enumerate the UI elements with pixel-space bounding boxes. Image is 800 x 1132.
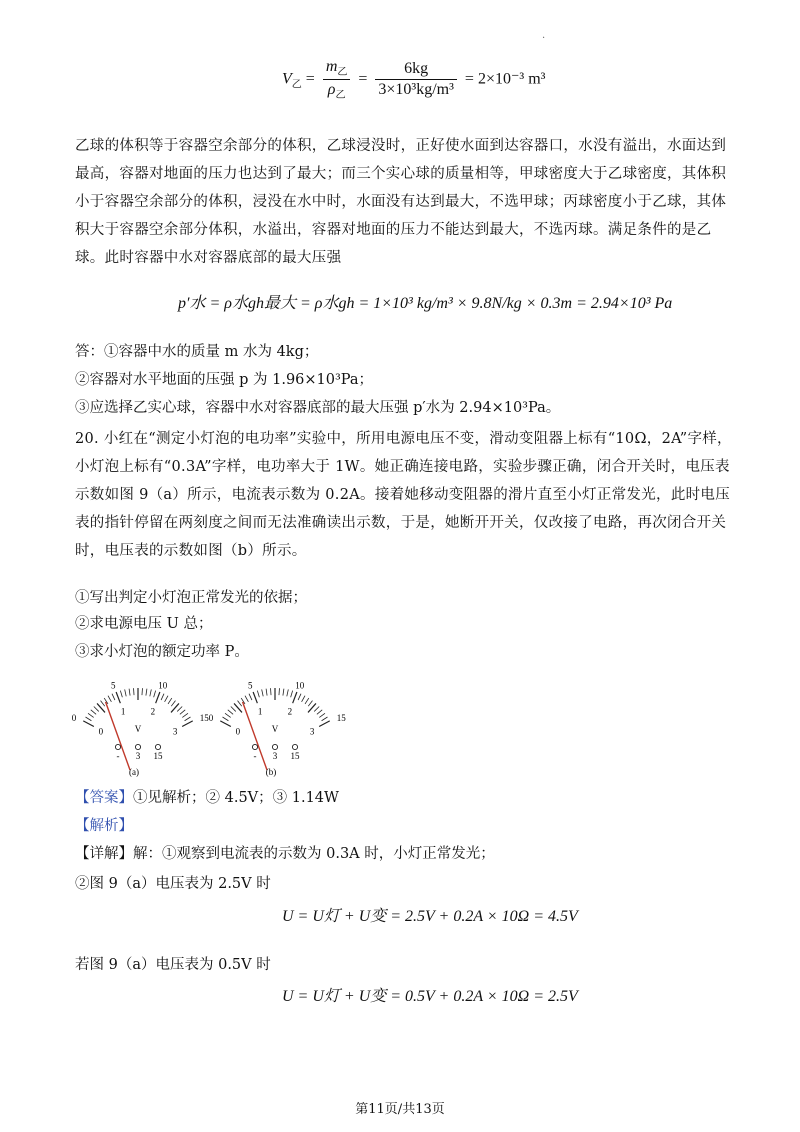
terminal-label: - <box>116 751 120 761</box>
terminal-label: - <box>253 751 257 761</box>
dial-tick <box>88 713 94 717</box>
dial-tick <box>319 713 325 717</box>
answer-line-2: ②容器对水平地面的压强 p 为 1.96×10³Pa； <box>75 372 374 388</box>
dial-tick <box>168 698 172 704</box>
dial-tick <box>154 691 156 698</box>
formula-max-pressure: p′水 = ρ水gh最大 = ρ水gh = 1×10³ kg/m³ × 9.8N/kg × 0.3m = 2.94×10³ Pa <box>178 295 673 312</box>
dial-tick <box>146 689 147 696</box>
dial-tick <box>302 696 305 702</box>
question-20-text: 20. 小红在“测定小灯泡的电功率”实验中，所用电源电压不变，滑动变阻器上标有“10Ω，2A”字样，小灯泡上标有“0.3A”字样，电功率大于 1W。她正确连接电路，实验步骤正确，闭合开关时，电压表示数如图 9（a）所示，电流表示数为 0.2A。接着她移动变阻器的滑片直至小灯正常发光，此时电压表的指针停留在两刻度之间而无法准确读出示数，于是，她断开开关，仅改接了电路，再次闭合开关时，电压表的示数如图（b）所示。 <box>75 431 732 559</box>
dial-tick <box>322 717 328 721</box>
terminal-circle <box>292 744 297 749</box>
dial-tick <box>120 691 122 698</box>
formula-volume-result: = 2×10⁻³ m³ <box>464 70 546 88</box>
dial-tick <box>177 707 182 712</box>
fraction-values <box>375 60 457 99</box>
terminal-label: 15 <box>290 751 300 761</box>
dial-tick <box>225 713 231 717</box>
voltmeter-figure <box>70 665 350 780</box>
dial-tick <box>134 688 135 695</box>
top-dot: . <box>542 30 546 41</box>
terminal-circle <box>252 744 257 749</box>
inner-scale-label: 0 <box>98 726 104 737</box>
dial-tick <box>317 710 322 715</box>
inner-scale-label: 3 <box>309 726 315 737</box>
dial-tick <box>283 689 284 696</box>
terminal-label: 15 <box>153 751 163 761</box>
outer-scale-label: 0 <box>71 713 77 724</box>
question-20-item-1: ①写出判定小灯泡正常发光的依据； <box>75 590 307 606</box>
dial-tick <box>125 689 127 696</box>
figure-caption: (a) <box>129 767 139 777</box>
dial-tick <box>257 691 259 698</box>
detail-text: 解：①观察到电流表的示数为 0.3A 时，小灯正常发光； <box>133 846 495 862</box>
terminal-label: 3 <box>272 751 278 761</box>
terminal-circle <box>272 744 277 749</box>
dial-tick <box>238 701 242 707</box>
analysis-tag: 【解析】 <box>75 818 133 834</box>
formula-volume-lhs-sub: 乙 <box>291 79 302 91</box>
dial-tick <box>165 696 168 702</box>
outer-scale-label: 10 <box>158 680 168 691</box>
formula-voltage-2: U = U灯 + U变 = 0.5V + 0.2A × 10Ω = 2.5V <box>282 988 578 1005</box>
outer-scale-label: 15 <box>336 713 346 724</box>
dial-tick <box>182 713 188 717</box>
answer-line-1: 答：①容器中水的质量 m 水为 4kg； <box>75 344 319 360</box>
terminal-circle <box>115 744 120 749</box>
dial-tick <box>180 710 185 715</box>
dial-tick <box>185 717 191 721</box>
dial-tick <box>279 688 280 695</box>
outer-scale-label: 5 <box>248 680 253 691</box>
outer-scale-label: 0 <box>208 713 214 724</box>
paragraph-explanation: 乙球的体积等于容器空余部分的体积，乙球浸没时，正好使水面到达容器口，水没有溢出，水面达到最高，容器对地面的压力也达到了最大；而三个实心球的质量相等，甲球密度大于乙球密度，其体积小于容器空余部分的体积，浸没在水中时，水面没有达到最大，不选甲球；丙球密度小于乙球，其体积大于容器空余部分体积，水溢出，容器对地面的压力不能达到最大，不选丙球。满足条件的是乙球。此时容器中水对容器底部的最大压强 <box>75 138 727 266</box>
terminal-label: 3 <box>135 751 141 761</box>
dial-tick <box>291 691 293 698</box>
question-20-item-3: ③求小灯泡的额定功率 P。 <box>75 644 249 660</box>
dial-tick <box>222 717 228 721</box>
dial-tick <box>228 710 233 715</box>
dial-tick <box>182 721 193 727</box>
dial-tick <box>85 717 91 721</box>
voltmeter-a <box>72 681 210 777</box>
detail-section <box>75 842 495 863</box>
frac1-num: m <box>325 58 338 75</box>
dial-tick <box>319 721 330 727</box>
dial-tick <box>101 701 105 707</box>
question-20-item-2: ②求电源电压 U 总； <box>75 616 213 632</box>
frac2-num: 6kg <box>375 60 457 80</box>
dial-tick <box>150 689 152 696</box>
dial-tick <box>161 694 164 700</box>
dial-tick <box>266 689 267 696</box>
dial-tick <box>171 701 175 707</box>
inner-scale-label: 1 <box>257 706 263 717</box>
dial-tick <box>94 707 99 712</box>
dial-tick <box>116 692 120 703</box>
answer-line-3: ③应选择乙实心球，容器中水对容器底部的最大压强 p′水为 2.94×10³Pa。 <box>75 400 561 416</box>
inner-scale-label: 3 <box>172 726 178 737</box>
dial-tick <box>298 694 301 700</box>
detail-line-2: ②图 9（a）电压表为 2.5V 时 <box>75 876 271 892</box>
frac2-den: 3×10³kg/m³ <box>378 81 454 99</box>
formula-volume <box>282 58 545 101</box>
page-footer: 第11页/共13页 <box>355 1102 445 1117</box>
dial-tick <box>156 692 160 703</box>
formula-voltage-1: U = U灯 + U变 = 2.5V + 0.2A × 10Ω = 4.5V <box>282 908 578 925</box>
figure-caption: (b) <box>265 767 277 777</box>
outer-scale-label: 15 <box>199 713 209 724</box>
detail-tag: 【详解】 <box>75 846 133 862</box>
voltmeter-b <box>209 681 347 777</box>
dial-tick <box>287 689 289 696</box>
dial-tick <box>112 694 115 700</box>
dial-tick <box>314 707 319 712</box>
dial-tick <box>91 710 96 715</box>
inner-scale-label: 1 <box>120 706 126 717</box>
dial-tick <box>262 689 264 696</box>
dial-tick <box>108 696 111 702</box>
dial-tick <box>293 692 297 703</box>
dial-tick <box>83 721 94 727</box>
answer-tag: 【答案】 <box>75 790 133 806</box>
dial-tick <box>271 688 272 695</box>
unit-label: V <box>134 724 142 734</box>
frac1-den-sub: 乙 <box>335 90 346 102</box>
dial-tick <box>129 689 130 696</box>
dial-tick <box>305 698 309 704</box>
equals-sign: = <box>305 70 315 88</box>
outer-scale-label: 10 <box>295 680 305 691</box>
dial-tick <box>231 707 236 712</box>
outer-scale-label: 5 <box>111 680 116 691</box>
dial-tick <box>253 692 257 703</box>
equals-sign: = <box>358 70 368 88</box>
formula-volume-lhs: V <box>282 70 292 88</box>
answer-text: ①见解析；② 4.5V；③ 1.14W <box>133 790 339 806</box>
inner-scale-label: 2 <box>287 706 293 717</box>
terminal-circle <box>155 744 160 749</box>
frac1-num-sub: 乙 <box>337 67 348 79</box>
detail-line-3: 若图 9（a）电压表为 0.5V 时 <box>75 957 271 973</box>
unit-label: V <box>271 724 279 734</box>
dial-tick <box>142 688 143 695</box>
frac1-den: ρ <box>327 81 336 99</box>
terminal-circle <box>135 744 140 749</box>
dial-tick <box>245 696 248 702</box>
answer-section <box>75 786 339 807</box>
dial-tick <box>308 701 312 707</box>
inner-scale-label: 2 <box>150 706 156 717</box>
dial-tick <box>249 694 252 700</box>
fraction-m-rho <box>323 58 351 101</box>
inner-scale-label: 0 <box>235 726 241 737</box>
dial-tick <box>220 721 231 727</box>
